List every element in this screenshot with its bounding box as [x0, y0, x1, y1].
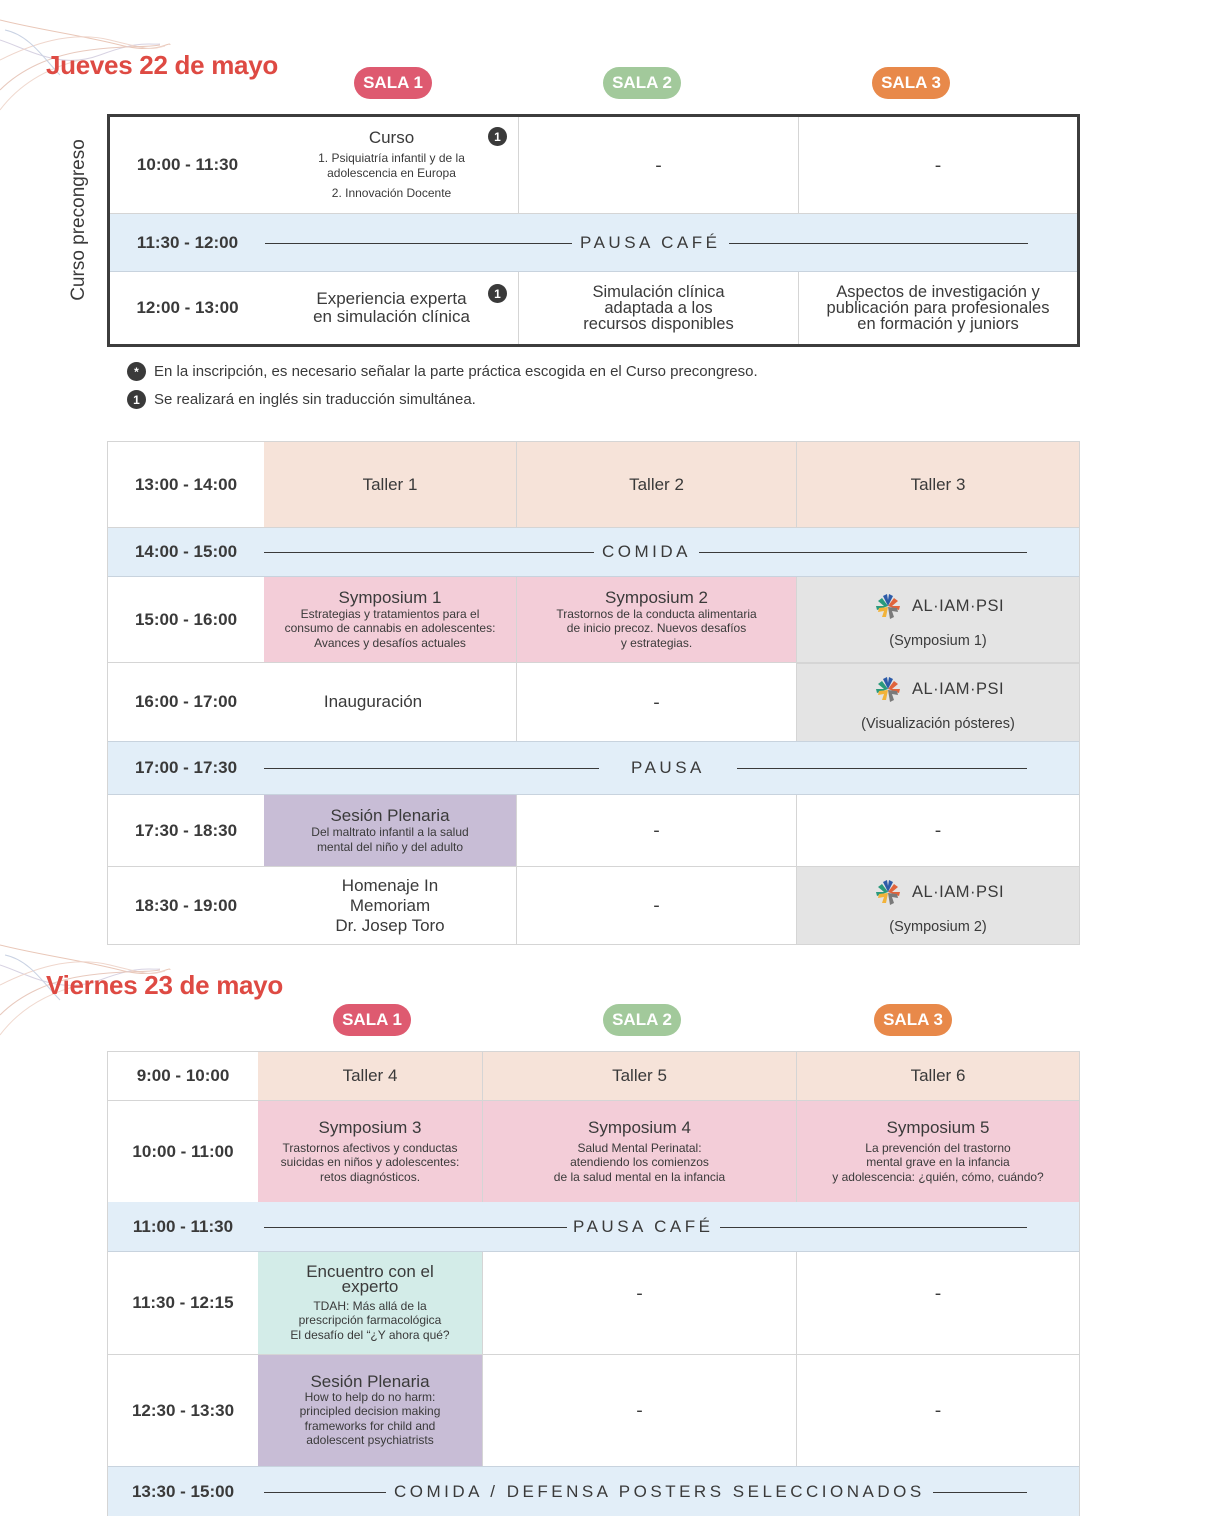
aliampsi-logo: AL·IAM·PSI — [872, 877, 1004, 909]
day-title-friday: Viernes 23 de mayo — [46, 970, 283, 1000]
footnote-english-only: 1 Se realizará en inglés sin traducción simultánea. — [127, 390, 476, 409]
aliampsi-logo: AL·IAM·PSI — [872, 591, 1004, 623]
schedule-row — [108, 1052, 1079, 1101]
session-sesion-plenaria: Sesión Plenaria Del maltrato infantil a la salud mental del niño y del adulto — [264, 795, 517, 866]
session-simulacion-clinica: Simulación clínica adaptada a los recursos disponibles — [519, 272, 799, 344]
session-symposium-4: Symposium 4 Salud Mental Perinatal: atendiendo los comienzos de la salud mental en la infancia — [483, 1101, 797, 1202]
schedule-row — [110, 272, 1077, 344]
schedule-row — [108, 1252, 1079, 1355]
session-aliampsi-symposium-1: AL·IAM·PSI (Symposium 1) — [797, 577, 1079, 662]
session-empty: - — [517, 663, 797, 741]
session-empty: - — [519, 117, 799, 213]
time-slot: 17:30 - 18:30 — [134, 820, 238, 840]
friday-schedule-table — [107, 1051, 1080, 1516]
room-badge-sala-1: SALA 1 — [354, 67, 432, 99]
time-slot: 11:30 - 12:15 — [132, 1293, 234, 1312]
break-row — [108, 741, 1079, 795]
asterisk-badge-icon: * — [127, 362, 146, 381]
time-slot: 10:00 - 11:00 — [132, 1141, 234, 1161]
session-homenaje: Homenaje In Memoriam Dr. Josep Toro — [264, 867, 517, 944]
session-empty: - — [934, 820, 942, 841]
session-taller-3: Taller 3 — [797, 442, 1079, 527]
break-label: COMIDA / DEFENSA POSTERS SELECCIONADOS — [386, 1467, 933, 1516]
session-empty: - — [517, 795, 797, 866]
time-slot: 18:30 - 19:00 — [134, 895, 238, 915]
aliampsi-logo-icon — [872, 591, 904, 623]
break-row — [108, 1466, 1079, 1516]
session-taller-1: Taller 1 — [264, 442, 517, 527]
session-aliampsi-symposium-2: AL·IAM·PSI (Symposium 2) — [797, 867, 1079, 944]
english-only-badge-icon: 1 — [488, 127, 507, 146]
session-taller-2: Taller 2 — [517, 442, 797, 527]
number-one-badge-icon: 1 — [127, 390, 146, 409]
time-slot: 16:00 - 17:00 — [134, 692, 238, 711]
time-slot: 12:30 - 13:30 — [131, 1400, 235, 1420]
schedule-row — [108, 442, 1079, 528]
session-aspectos-investigacion: Aspectos de investigación y publicación para profesionales en formación y juniors — [826, 283, 1050, 333]
break-row — [108, 1202, 1079, 1252]
session-taller-6: Taller 6 — [797, 1052, 1079, 1100]
schedule-row — [108, 577, 1079, 663]
time-slot: 10:00 - 11:30 — [136, 155, 239, 174]
room-badge-sala-1: SALA 1 — [333, 1004, 411, 1036]
time-slot: 11:00 - 11:30 — [132, 1216, 234, 1236]
session-curso: Curso 1. Psiquiatría infantil y de la adolescencia en Europa 2. Innovación Docente 1 — [265, 117, 519, 213]
footnote-practical-choice: * En la inscripción, es necesario señalar la parte práctica escogida en el Curso precongreso. — [127, 362, 758, 381]
precongress-schedule-table — [107, 114, 1080, 347]
aliampsi-logo-icon — [872, 674, 904, 706]
time-slot: 13:00 - 14:00 — [134, 474, 238, 494]
schedule-row — [108, 867, 1079, 944]
schedule-row — [108, 795, 1079, 867]
day-title-thursday: Jueves 22 de mayo — [46, 50, 278, 80]
break-label: PAUSA CAFÉ — [572, 214, 729, 271]
precongress-label: Curso precongreso — [68, 139, 89, 301]
english-only-badge-icon: 1 — [488, 284, 507, 303]
room-badge-sala-3: SALA 3 — [872, 67, 950, 99]
session-empty: - — [483, 1355, 797, 1466]
time-slot: 14:00 - 15:00 — [134, 542, 238, 561]
session-sesion-plenaria: Sesión Plenaria How to help do no harm: principled decision making frameworks for child and adolescent psychiatrists — [258, 1355, 483, 1466]
session-empty: - — [934, 1400, 942, 1421]
session-encuentro-experto: Encuentro con el experto TDAH: Más allá de la prescripción farmacológica El desafío del “¿Y ahora qué? — [258, 1252, 483, 1354]
break-row — [110, 214, 1077, 272]
break-row — [108, 528, 1079, 577]
session-empty: - — [934, 154, 942, 176]
room-badge-sala-2: SALA 2 — [603, 67, 681, 99]
session-taller-4: Taller 4 — [258, 1052, 483, 1100]
time-slot: 15:00 - 16:00 — [134, 609, 238, 629]
aliampsi-logo-icon — [872, 877, 904, 909]
break-label: PAUSA CAFÉ — [567, 1202, 720, 1251]
session-aliampsi-posters: AL·IAM·PSI (Visualización pósteres) — [797, 663, 1079, 741]
time-slot: 13:30 - 15:00 — [131, 1481, 235, 1501]
time-slot: 17:00 - 17:30 — [134, 758, 238, 777]
session-symposium-1: Symposium 1 Estrategias y tratamientos para el consumo de cannabis en adolescentes: Avances y desafíos actuales — [264, 577, 517, 662]
schedule-row — [108, 1101, 1079, 1202]
session-empty: - — [483, 1252, 797, 1354]
schedule-row — [110, 117, 1077, 214]
session-symposium-2: Symposium 2 Trastornos de la conducta alimentaria de inicio precoz. Nuevos desafíos y estrategias. — [517, 577, 797, 662]
schedule-row — [108, 663, 1079, 741]
time-slot: 9:00 - 10:00 — [136, 1066, 230, 1085]
room-badge-sala-3: SALA 3 — [874, 1004, 952, 1036]
room-badge-sala-2: SALA 2 — [603, 1004, 681, 1036]
time-slot: 11:30 - 12:00 — [136, 232, 239, 252]
break-label: PAUSA — [599, 742, 737, 794]
session-empty: - — [517, 867, 797, 944]
session-inauguracion: Inauguración — [264, 663, 517, 741]
schedule-row — [108, 1355, 1079, 1466]
time-slot: 12:00 - 13:00 — [136, 298, 239, 317]
session-experiencia-experta: Experiencia experta en simulación clínica 1 — [265, 272, 519, 344]
session-symposium-5: Symposium 5 La prevención del trastorno mental grave en la infancia y adolescencia: ¿quién, cómo, cuándo? — [797, 1101, 1079, 1202]
break-label: COMIDA — [594, 528, 699, 576]
session-empty: - — [934, 1282, 942, 1304]
session-symposium-3: Symposium 3 Trastornos afectivos y conductas suicidas en niños y adolescentes: retos diagnósticos. — [258, 1101, 483, 1202]
thursday-schedule-table — [107, 441, 1080, 945]
session-taller-5: Taller 5 — [483, 1052, 797, 1100]
aliampsi-logo: AL·IAM·PSI — [872, 674, 1004, 706]
